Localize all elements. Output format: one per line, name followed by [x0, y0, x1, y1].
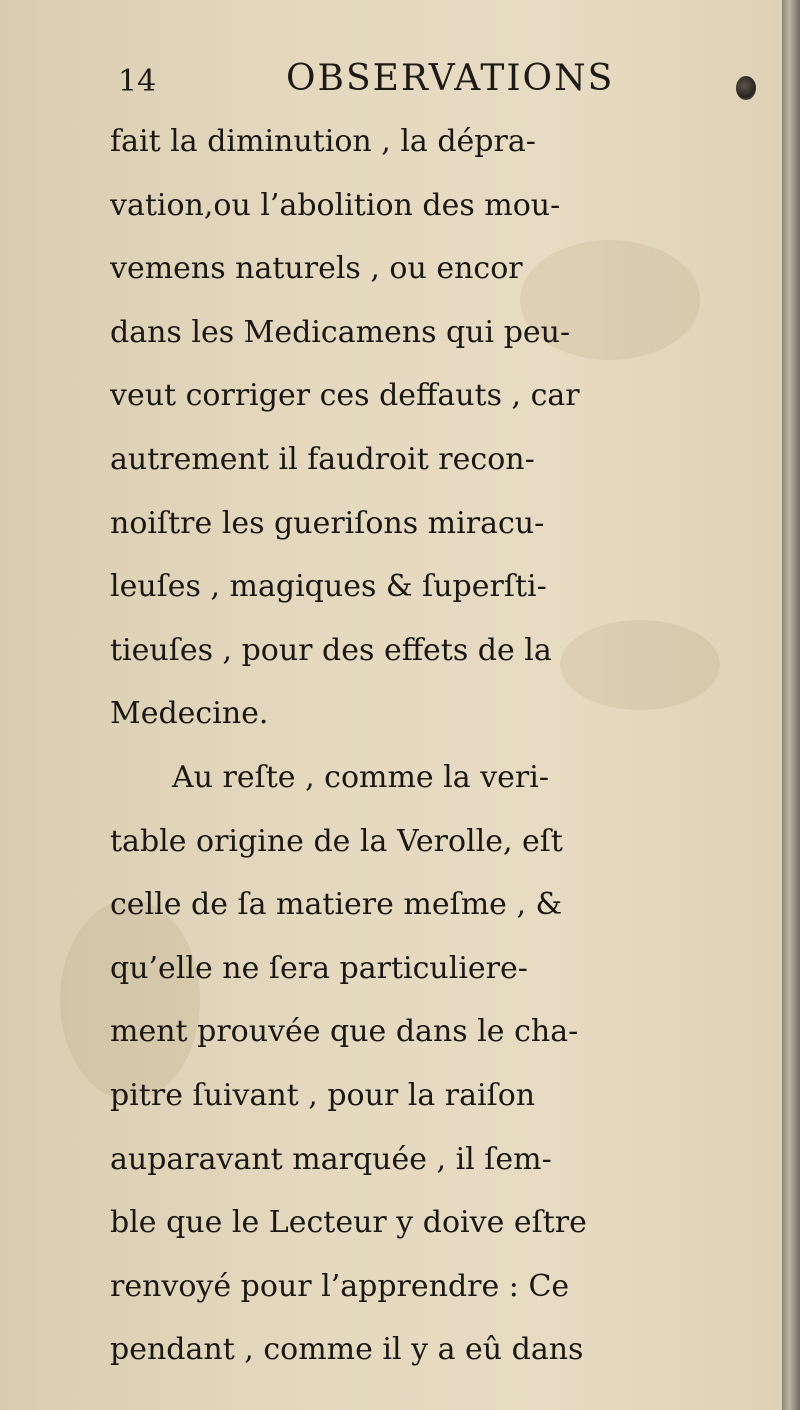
text-line: ment prouvée que dans le cha- [110, 1014, 579, 1050]
text-line: Medecine. [110, 696, 269, 732]
text-line: qu’elle ne ſera particuliere- [110, 950, 528, 986]
running-title: OBSERVATIONS [286, 58, 615, 99]
text-line: pendant , comme il y a eû dans [110, 1332, 584, 1368]
ornament-icon [736, 76, 756, 100]
text-line: veut corriger ces deffauts , car [110, 378, 580, 414]
book-gutter [782, 0, 800, 1410]
text-line: vemens naturels , ou encor [110, 251, 523, 287]
paragraph-start-line: Au reſte , comme la veri- [172, 759, 549, 795]
page-number: 14 [118, 64, 157, 99]
text-line: auparavant marquée , il ſem- [110, 1141, 552, 1177]
text-line: autrement il faudroit recon- [110, 441, 535, 477]
text-line: noiſtre les gueriſons miracu- [110, 505, 545, 541]
text-line: pitre ſuivant , pour la raiſon [110, 1077, 536, 1113]
text-line: tieuſes , pour des effets de la [110, 632, 552, 668]
page-header [118, 58, 678, 102]
text-line: table origine de la Verolle, eſt [110, 823, 563, 859]
text-line: vation,ou l’abolition des mou- [110, 187, 561, 223]
text-line: renvoyé pour l’apprendre : Ce [110, 1268, 570, 1304]
text-line: dans les Medicamens qui peu- [110, 314, 571, 350]
text-line: celle de ſa matiere meſme , & [110, 887, 563, 923]
text-line: fait la diminution , la dépra- [110, 124, 536, 159]
body-text [110, 110, 782, 1382]
text-line: leuſes , magiques & ſuperſti- [110, 569, 547, 605]
text-line: ble que le Lecteur y doive eſtre [110, 1205, 587, 1241]
